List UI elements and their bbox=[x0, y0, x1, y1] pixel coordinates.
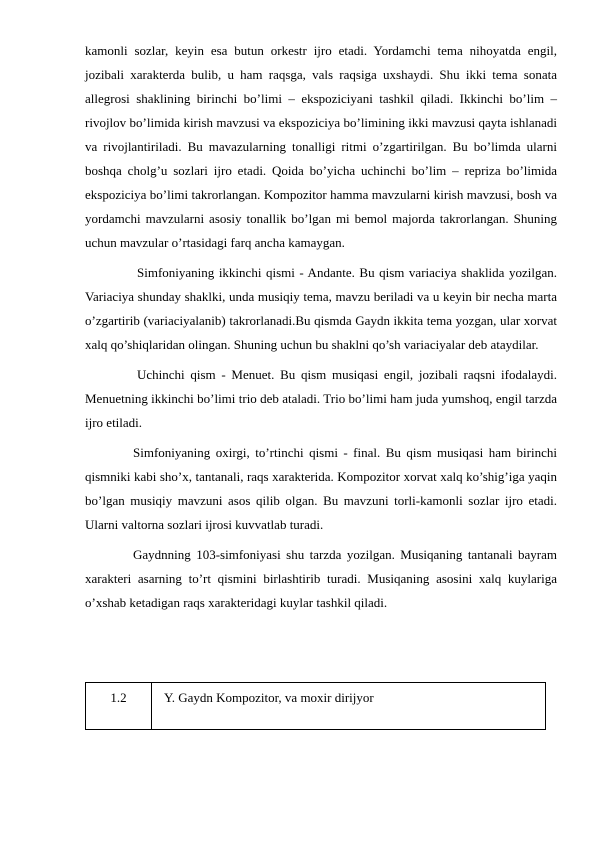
section-table bbox=[85, 682, 546, 730]
paragraph-2: Simfoniyaning ikkinchi qismi - Andante. Bu qism variaciya shaklida yozilgan. Variaciya shunday shaklki, unda musiqiy tema, mavzu beriladi va u keyin bir necha marta o’zgartirib (variaciyalanib) takrorlanadi.Bu qismda Gaydn ikkita tema yozgan, ular xorvat xalq qo’shiqlaridan olingan. Shuning uchun bu shaklni qo’sh variaciyalar deb ataydilar. bbox=[85, 265, 557, 352]
section-number: 1.2 bbox=[86, 683, 152, 729]
paragraph-4: Simfoniyaning oxirgi, to’rtinchi qismi - final. Bu qism musiqasi ham birinchi qismniki kabi sho’x, tantanali, raqs xarakterida. Kompozitor xorvat xalq ko’shig’iga yaqin bo’lgan musiqiy mavzuni asos qilib olgan. Bu mavzuni torli-kamonli sozlar ijro etadi. Ularni valtorna sozlari ijrosi kuvvatlab turadi. bbox=[85, 445, 557, 532]
paragraph-1: kamonli sozlar, keyin esa butun orkestr ijro etadi. Yordamchi tema nihoyatda engil, jozibali xarakterda bulib, u ham raqsga, vals raqsiga uxshaydi. Shu ikki tema sonata allegrosi shaklining birinchi bo’limi – ekspoziciyani tashkil qiladi. Ikkinchi bo’lim – rivojlov bo’limida kirish mavzusi va ekspoziciya bo’limining ikki mavzusi qayta ishlanadi va rivojlantiriladi. Bu mavazularning tonalligi ritmi o’zgartirilgan. Bu bo’limda ularni boshqa cholg’u sozlari ijro etadi. Qoida bo’yicha uchinchi bo’lim – repriza bo’limida ekspoziciya bo’limi takrorlangan. Kompozitor hamma mavzularni kirish mavzusi, bosh va yordamchi mavzularni asosiy tonallik bo’lgan mi bemol majorda takrorlangan. Shuning uchun mavzular o’rtasidagi farq ancha kamaygan. bbox=[85, 43, 557, 250]
document-body bbox=[85, 39, 557, 615]
paragraph-5: Gaydnning 103-simfoniyasi shu tarzda yozilgan. Musiqaning tantanali bayram xarakteri asarning to’rt qismini birlashtirib turadi. Musiqaning asosini xalq kuylariga o’xshab ketadigan raqs xarakteridagi kuylar tashkil qiladi. bbox=[85, 547, 557, 610]
paragraph-3: Uchinchi qism - Menuet. Bu qism musiqasi engil, jozibali raqsni ifodalaydi. Menuetning ikkinchi bo’limi trio deb ataladi. Trio bo’limi ham juda yumshoq, engil tarzda ijro etiladi. bbox=[85, 367, 557, 430]
section-title: Y. Gaydn Kompozitor, va moxir dirijyor bbox=[164, 690, 374, 705]
